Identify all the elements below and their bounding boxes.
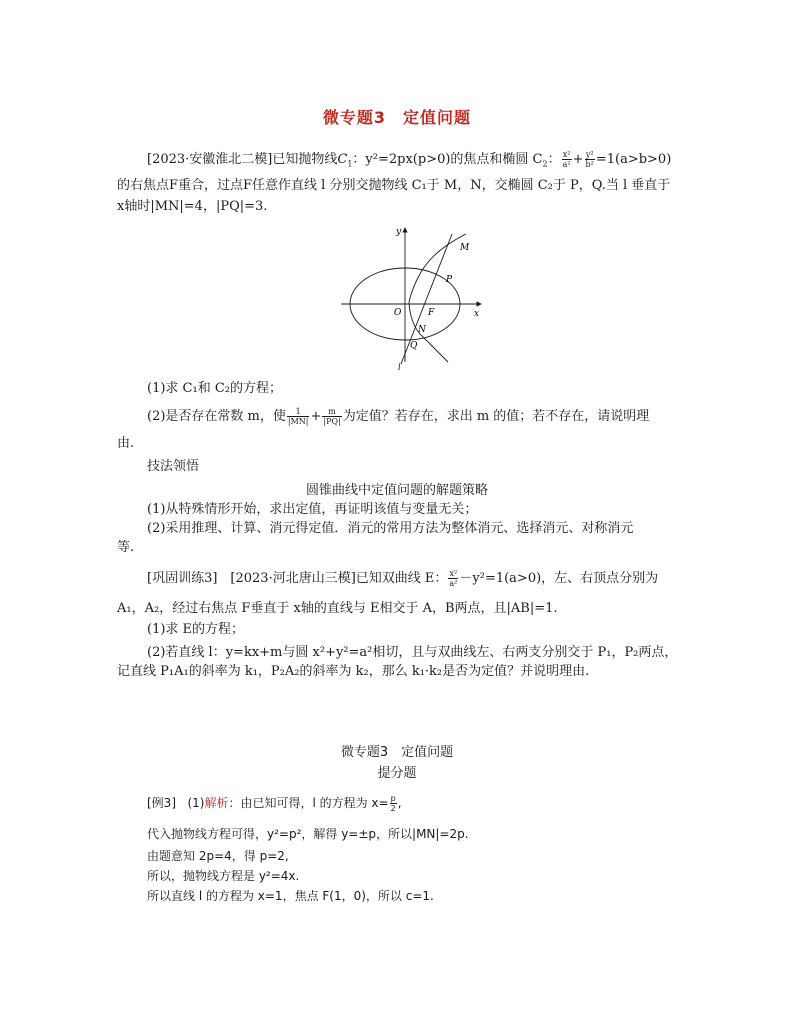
practice-line-1: [巩固训练3] [2023·河北唐山三模]已知双曲线 E： $\frac{\text{x²}}{\text{a²}}$ －y²=1(a>0)，左、右顶点分别为	[147, 569, 659, 588]
answer-line-1: [例3] (1)解析：由已知可得，l 的方程为 x= $\frac{p}{2}$ ,	[147, 794, 402, 813]
practice-line-2: A₁，A₂，经过右焦点 F垂直于 x轴的直线与 E相交于 A，B两点，且|AB|=1.	[117, 601, 558, 616]
fraction-1-mn: $\frac{1}{|MN|}$	[287, 407, 309, 426]
practice-question-2-end: 记直线 P₁A₁的斜率为 k₁，P₂A₂的斜率为 k₂，那么 k₁·k₂是否为定值？并说明理由.	[117, 664, 590, 679]
curve-c1: C	[337, 152, 348, 167]
label-Q: Q	[410, 341, 418, 351]
analysis-label: 解析	[204, 796, 229, 810]
problem-source: [2023·安徽淮北二模]已知抛物线	[147, 152, 338, 167]
answer-subtitle: 提分题	[377, 766, 417, 781]
parabola-c1	[409, 234, 466, 362]
practice-question-1: (1)求 E的方程；	[147, 622, 245, 637]
line-l	[401, 234, 452, 364]
fraction-p-2: $\frac{p}{2}$	[390, 794, 396, 813]
label-y: y	[396, 227, 402, 237]
tips-item-2: (2)采用推理、计算、消元得定值．消元的常用方法为整体消元、选择消元、对称消元	[147, 521, 634, 536]
fraction-y2-b2: $\frac{\text{y²}}{\text{b²}}$	[585, 150, 594, 169]
parabola-eq: ：y²=2px(p>0)的焦点和椭圆 C	[352, 152, 543, 167]
tips-subtitle: 圆锥曲线中定值问题的解题策略	[305, 483, 488, 498]
question-2: (2)是否存在常数 m，使 $\frac{1}{|MN|}$ + $\frac{m}{|PQ|}$ 为定值？若存在，求出 m 的值；若不存在，请说明理	[147, 407, 650, 426]
tips-item-1: (1)从特殊情形开始，求出定值，再证明该值与变量无关；	[147, 502, 478, 517]
conic-figure	[336, 222, 486, 372]
example-label: [例3]	[147, 796, 176, 810]
answer-line-2: 代入抛物线方程可得，y²=p²，解得 y=±p，所以|MN|=2p.	[147, 827, 469, 841]
label-x: x	[474, 309, 480, 319]
plus-sign: +	[572, 152, 584, 167]
problem-line-3: x轴时|MN|=4，|PQ|=3.	[117, 199, 268, 214]
answer-line-4: 所以，抛物线方程是 y²=4x.	[147, 869, 300, 883]
label-P: P	[446, 275, 453, 285]
label-M: M	[460, 243, 470, 253]
ellipse-eq-end: =1(a>b>0)	[595, 152, 672, 167]
label-N: N	[418, 325, 426, 335]
label-origin: O	[394, 308, 402, 318]
question-2-end: 由.	[117, 436, 135, 451]
answer-line-5: 所以直线 l 的方程为 x=1，焦点 F(1，0)，所以 c=1.	[147, 889, 434, 903]
answer-line-3: 由题意知 2p=4，得 p=2,	[147, 849, 289, 863]
problem-line-2: 的右焦点F重合，过点F任意作直线 l 分别交抛物线 C₁于 M，N，交椭圆 C₂于 P，Q.当 l 垂直于	[117, 178, 671, 193]
practice-question-2: (2)若直线 l：y=kx+m与圆 x²+y²=a²相切，且与双曲线左、右两支分别交于 P₁，P₂两点，	[147, 645, 678, 660]
answer-title: 微专题3 定值问题	[340, 745, 454, 760]
page-title: 微专题3 定值问题	[322, 108, 472, 127]
tips-heading: 技法领悟	[147, 459, 200, 474]
tips-item-2-end: 等.	[117, 540, 135, 555]
fraction-m-pq: $\frac{m}{|PQ|}$	[323, 407, 341, 426]
fraction-x2-a2-hyperbola: $\frac{\text{x²}}{\text{a²}}$	[449, 569, 458, 588]
problem-line-1: [2023·安徽淮北二模]已知抛物线$C_1$：y²=2px(p>0)的焦点和椭圆 $C_2$： $\frac{\text{x²}}{\text{a²}}$ + $\frac{\text{y²}}{\text{b²}}$ =1(a>b>0)	[147, 150, 672, 169]
label-l: l	[398, 363, 401, 372]
question-1: (1)求 C₁和 C₂的方程；	[147, 381, 282, 396]
label-F: F	[428, 308, 435, 318]
fraction-x2-a2: $\frac{\text{x²}}{\text{a²}}$	[562, 150, 571, 169]
